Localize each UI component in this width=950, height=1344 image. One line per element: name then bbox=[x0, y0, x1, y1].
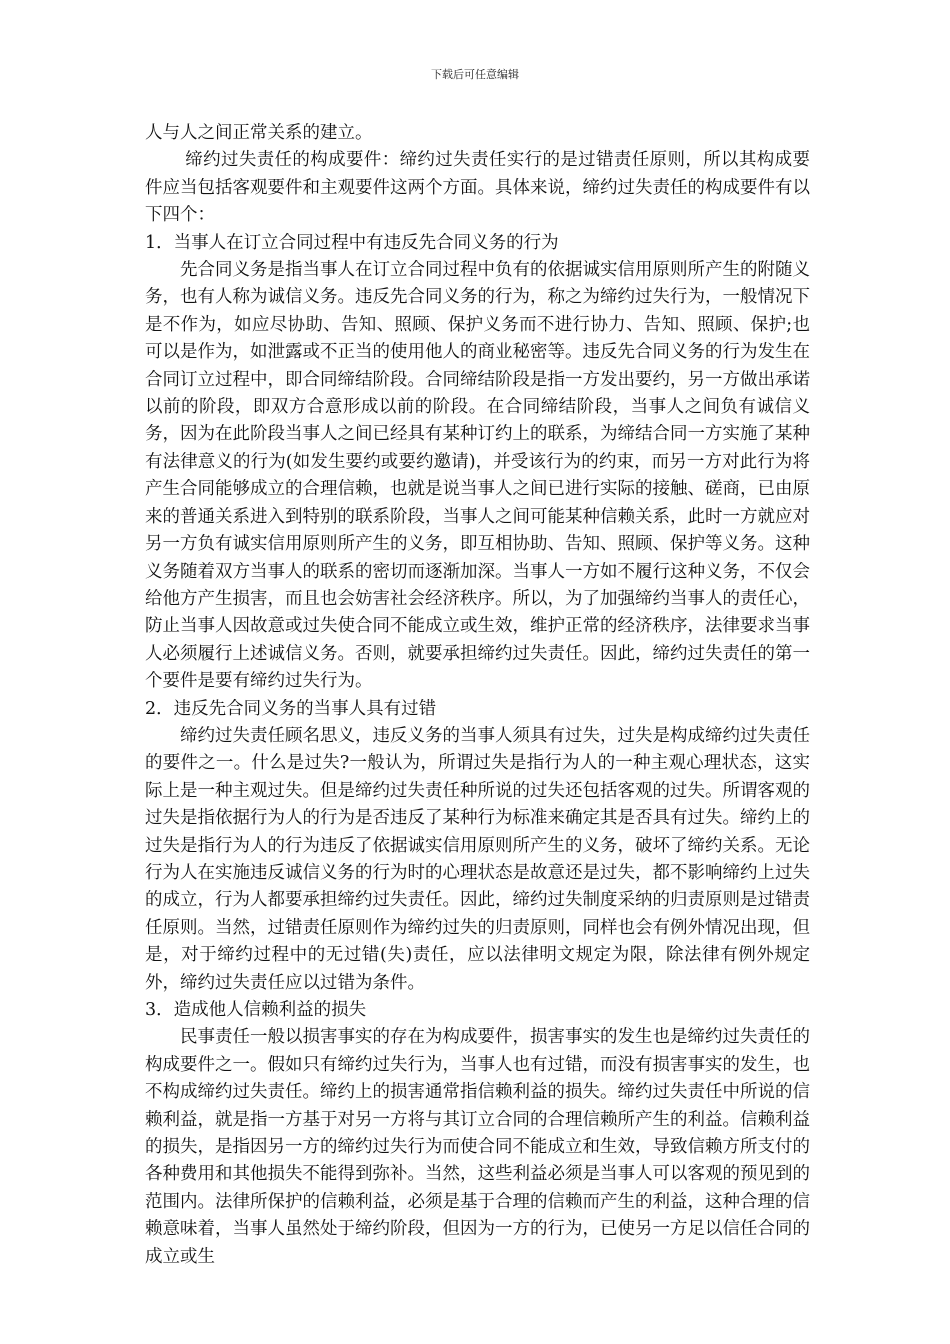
section-heading-2: 2．违反先合同义务的当事人具有过错 bbox=[145, 698, 437, 719]
page-header: 下载后可任意编辑 bbox=[431, 68, 519, 81]
paragraph-section-3: 民事责任一般以损害事实的存在为构成要件，损害事实的发生也是缔约过失责任的构成要件之一。假如只有缔约过失行为，当事人也有过错，而没有损害事实的发生，也不构成缔约过失责任。缔约上的损害通常指信赖利益的损失。缔约过失责任中所说的信赖利益，就是指一方基于对另一方将与其订立合同的合理信赖所产生的利益。信赖利益的损失，是指因另一方的缔约过失行为而使合同不能成立和生效，导致信赖方所支付的各种费用和其他损失不能得到弥补。当然，这些利益必须是当事人可以客观的预见到的范围内。法律所保护的信赖利益，必须是基于合理的信赖而产生的利益，这种合理的信赖意味着，当事人虽然处于缔约阶段，但因为一方的行为，已使另一方足以信任合同的成立或生 bbox=[145, 1027, 810, 1267]
section-heading-1: 1．当事人在订立合同过程中有违反先合同义务的行为 bbox=[145, 232, 559, 253]
section-heading-3: 3．造成他人信赖利益的损失 bbox=[145, 1000, 367, 1020]
paragraph-continuation: 人与人之间正常关系的建立。 bbox=[145, 123, 373, 143]
paragraph-section-2: 缔约过失责任顾名思义，违反义务的当事人须具有过失，过失是构成缔约过失责任的要件之一。什么是过失?一般认为，所谓过失是指行为人的一种主观心理状态，这实际上是一种主观过失。但是缔约过失责任种所说的过失还包括客观的过失。所谓客观的过失是指依据行为人的行为是否违反了某种行为标准来确定其是否具有过失。缔约上的过失是指行为人的行为违反了依据诚实信用原则所产生的义务，破坏了缔约关系。无论行为人在实施违反诚信义务的行为时的心理状态是故意还是过失，都不影响缔约上过失的成立，行为人都要承担缔约过失责任。因此，缔约过失制度采纳的归责原则是过错责任原则。当然，过错责任原则作为缔约过失的归责原则，同样也会有例外情况出现，但是，对于缔约过程中的无过错(失)责任，应以法律明文规定为限，除法律有例外规定外，缔约过失责任应以过错为条件。 bbox=[145, 725, 810, 993]
paragraph-section-1: 先合同义务是指当事人在订立合同过程中负有的依据诚实信用原则所产生的附随义务，也有人称为诚信义务。违反先合同义务的行为，称之为缔约过失行为，一般情况下是不作为，如应尽协助、告知、照顾、保护义务而不进行协力、告知、照顾、保护;也可以是作为，如泄露或不正当的使用他人的商业秘密等。违反先合同义务的行为发生在合同订立过程中，即合同缔结阶段。合同缔结阶段是指一方发出要约，另一方做出承诺以前的阶段，即双方合意形成以前的阶段。在合同缔结阶段，当事人之间负有诚信义务，因为在此阶段当事人之间已经具有某种订约上的联系，为缔结合同一方实施了某种有法律意义的行为(如发生要约或要约邀请)，并受该行为的约束，而另一方对此行为将产生合同能够成立的合理信赖，也就是说当事人之间已进行实际的接触、磋商，已由原来的普通关系进入到特别的联系阶段，当事人之间可能某种信赖关系，此时一方就应对另一方负有诚实信用原则所产生的义务，即互相协助、告知、照顾、保护等义务。这种义务随着双方当事人的联系的密切而逐渐加深。当事人一方如不履行这种义务，不仅会给他方产生损害，而且也会妨害社会经济秩序。所以，为了加强缔约当事人的责任心，防止当事人因故意或过失使合同不能成立或生效，维护正常的经济秩序，法律要求当事人必须履行上述诚信义务。否则，就要承担缔约过失责任。因此，缔约过失责任的第一个要件是要有缔约过失行为。 bbox=[145, 260, 810, 692]
document-body bbox=[145, 120, 810, 1271]
paragraph-intro: 缔约过失责任的构成要件：缔约过失责任实行的是过错责任原则，所以其构成要件应当包括客观要件和主观要件这两个方面。具体来说，缔约过失责任的构成要件有以下四个： bbox=[145, 150, 810, 226]
